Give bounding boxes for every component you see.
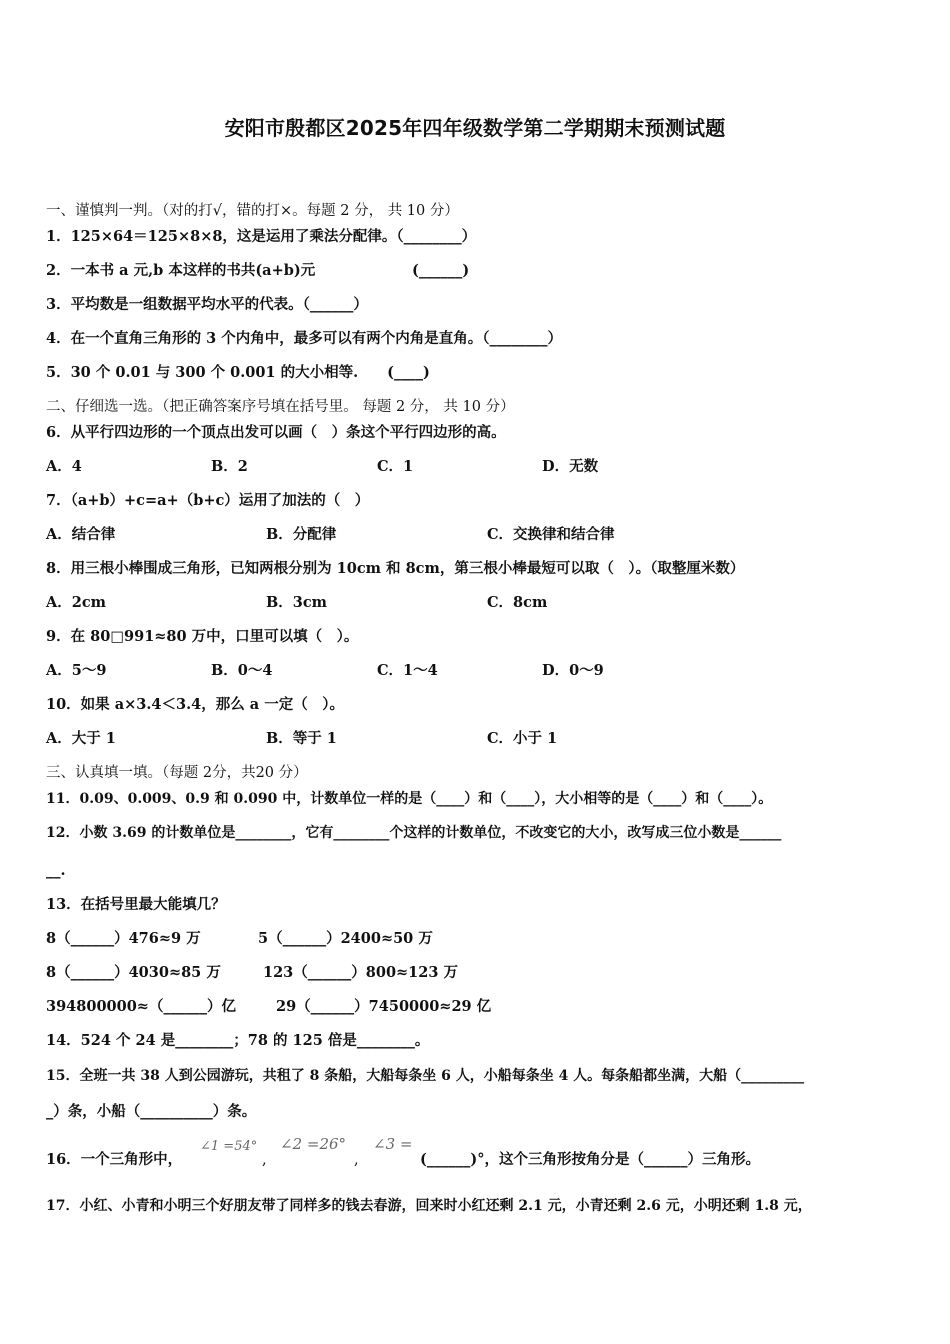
question-8: 8．用三根小棒围成三角形，已知两根分别为 10cm 和 8cm，第三根小棒最短可以取（ ）。（取整厘米数） [46,560,745,577]
q8-option-c: C．8cm [487,594,548,611]
question-9: 9．在 80□991≈80 万中，口里可以填（ ）。 [46,628,359,645]
question-17: 17．小红、小青和小明三个好朋友带了同样多的钱去春游，回来时小红还剩 2.1 元，小青还剩 2.6 元，小明还剩 1.8 元， [46,1198,812,1214]
question-13: 13．在括号里最大能填几？ [46,896,226,913]
question-15-line-1: 15．全班一共 38 人到公园游玩，共租了 8 条船，大船每条坐 6 人，小船每条坐 4 人。每条船都坐满，大船（_________ [46,1068,805,1084]
angle-1-formula: ∠1 =54° [200,1139,258,1154]
q9-option-c: C．1～4 [377,662,438,679]
question-16-rest: (______)°，这个三角形按角分是（______）三角形。 [420,1151,760,1168]
q13-row1-a: 8（______）476≈9 万 [46,930,201,947]
question-16: 16．一个三角形中， [46,1151,183,1168]
question-11: 11．0.09、0.009、0.9 和 0.090 中，计数单位一样的是（____）和（____），大小相等的是（____）和（____）。 [46,791,773,807]
question-2-blank: (______) [412,262,470,279]
q13-row3-a: 394800000≈（______）亿 [46,998,236,1015]
question-15-line-2: _）条，小船（__________）条。 [46,1103,257,1120]
question-4: 4．在一个直角三角形的 3 个内角中，最多可以有两个内角是直角。（________） [46,330,563,347]
question-5: 5．30 个 0.01 与 300 个 0.001 的大小相等. (____) [46,364,430,381]
q8-option-b: B．3cm [266,594,328,611]
section-2-heading: 二、仔细选一选。（把正确答案序号填在括号里。 每题 2 分， 共 10 分） [46,399,515,415]
question-7: 7．（a+b）+c=a+（b+c）运用了加法的（ ） [46,492,370,509]
q9-option-b: B．0～4 [211,662,273,679]
comma-1: , [262,1152,267,1168]
angle-2-formula: ∠2 =26° [280,1135,347,1153]
q9-option-a: A．5～9 [46,662,107,679]
q10-option-b: B．等于 1 [266,730,337,747]
angle-3-formula: ∠3 = [373,1135,413,1153]
q8-option-a: A．2cm [46,594,107,611]
question-14: 14．524 个 24 是________；78 的 125 倍是________。 [46,1032,430,1049]
question-10: 10．如果 a×3.4＜3.4，那么 a 一定（ ）。 [46,696,344,713]
q13-row3-b: 29（______）7450000≈29 亿 [276,998,492,1015]
question-2-text: 2．一本书 a 元,b 本这样的书共(a+b)元 [46,262,316,279]
question-6: 6．从平行四边形的一个顶点出发可以画（ ）条这个平行四边形的高。 [46,424,506,441]
q7-option-c: C．交换律和结合律 [487,526,615,543]
q7-option-a: A．结合律 [46,526,116,543]
q13-row2-a: 8（______）4030≈85 万 [46,964,221,981]
q7-option-b: B．分配律 [266,526,337,543]
question-1: 1．125×64＝125×8×8，这是运用了乘法分配律。（________） [46,228,477,245]
q10-option-c: C．小于 1 [487,730,558,747]
question-3: 3．平均数是一组数据平均水平的代表。（______） [46,296,368,313]
q13-row2-b: 123（______）800≈123 万 [263,964,458,981]
question-2 [46,261,315,281]
question-12-line-2: __. [46,862,66,879]
comma-2: , [354,1152,359,1168]
q6-option-b: B．2 [211,458,248,475]
q6-option-c: C．1 [377,458,414,475]
q13-row1-b: 5（______）2400≈50 万 [258,930,433,947]
q6-option-a: A．4 [46,458,82,475]
q9-option-d: D．0～9 [542,662,604,679]
q10-option-a: A．大于 1 [46,730,116,747]
q6-option-d: D．无数 [542,458,599,475]
question-12-line-1: 12．小数 3.69 的计数单位是________，它有________个这样的计数单位，不改变它的大小，改写成三位小数是______ [46,825,782,841]
section-3-heading: 三、认真填一填。（每题 2分，共20 分） [46,765,308,781]
page-title: 安阳市殷都区2025年四年级数学第二学期期末预测试题 [224,116,726,140]
section-1-heading: 一、谨慎判一判。（对的打√，错的打×。每题 2 分， 共 10 分） [46,203,459,219]
